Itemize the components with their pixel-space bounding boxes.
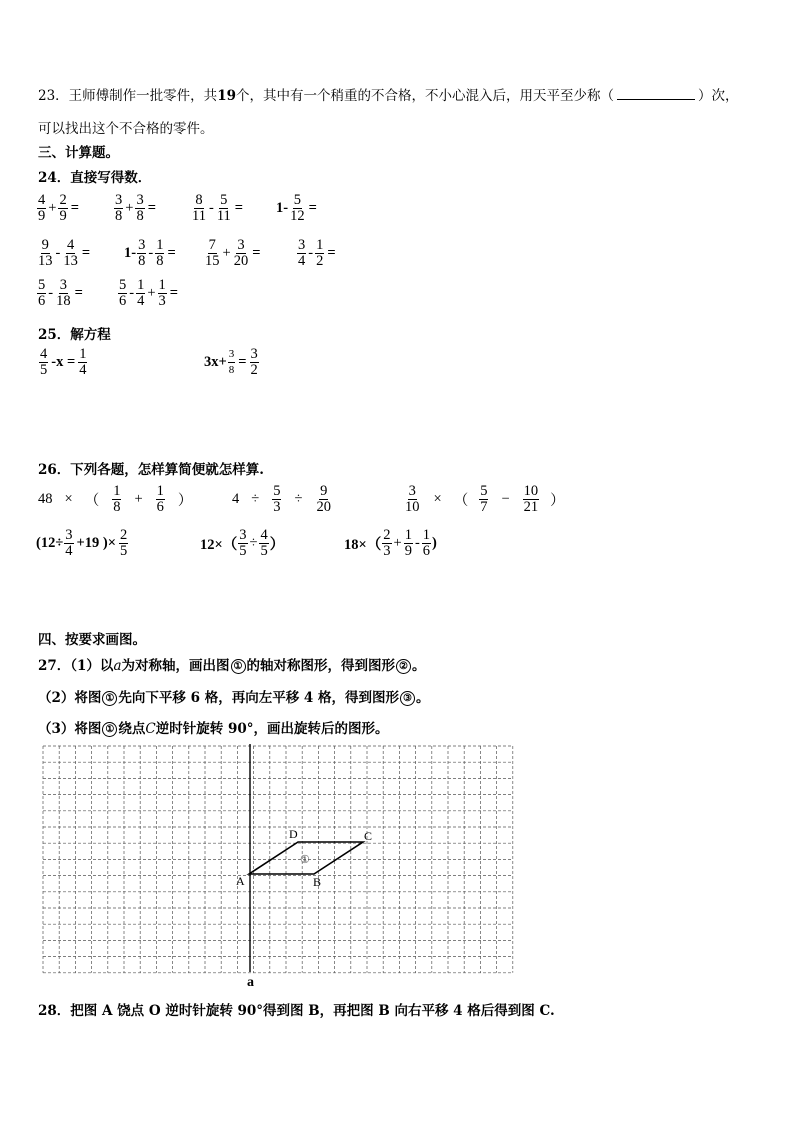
q28-text: 28．把图 A 饶点 O 逆时针旋转 90°得到图 B，再把图 B 向右平移 4 格后得到图 C.: [38, 1003, 555, 1019]
q23-line1: [38, 84, 738, 104]
section4-heading: 四、按要求画图。: [38, 632, 146, 648]
q27-part3: （3）将图 ① 绕点C逆时针旋转 90°，画出旋转后的图形。: [38, 721, 389, 737]
axis-label-a: a: [247, 975, 254, 990]
point-label-c: C: [364, 829, 373, 843]
q23-answer-blank[interactable]: [617, 88, 695, 100]
circled-1-marker: ①: [102, 722, 117, 737]
q24-item-3: $\frac{8}{11}$ - $\frac{5}{11}$ =: [192, 192, 244, 224]
circled-1-marker: ①: [102, 691, 117, 706]
q24-item-6: 1- $\frac{3}{8}$ - $\frac{1}{8}$ =: [124, 237, 176, 269]
q23-text-a: 23．王师傅制作一批零件，共: [38, 88, 218, 104]
point-label-a: A: [236, 874, 245, 888]
circled-2-marker: ②: [396, 659, 411, 674]
q25-equation-2: 3x+ $\frac{3}{8}$ = $\frac{3}{2}$: [204, 346, 258, 378]
circled-3-marker: ③: [400, 691, 415, 706]
q24-item-4: 1- $\frac{5}{12}$ =: [276, 192, 317, 224]
q26-expr-3: $\frac{3}{10}$ × （ $\frac{5}{7}$ − $\frac{10}{21}$ ）: [405, 483, 565, 515]
q26-expr-6: 18×（ $\frac{2}{3}$ + $\frac{1}{9}$ - $\frac{1}{6}$ ): [344, 527, 437, 559]
q24-item-9: $\frac{5}{6}$ - $\frac{3}{18}$ =: [38, 277, 83, 309]
dashed-grid: [43, 746, 513, 973]
q27-part1: 27．（1）以a为对称轴，画出图 ① 的轴对称图形，得到图形 ② 。: [38, 658, 426, 674]
q26-expr-5: 12×（ $\frac{3}{5}$ ÷ $\frac{4}{5}$ ）: [200, 527, 285, 559]
q24-item-1: $\frac{4}{9}$ + $\frac{2}{9}$ =: [38, 192, 79, 224]
q26-expr-1: 48 × （ $\frac{1}{8}$ + $\frac{1}{6}$ ）: [38, 483, 193, 515]
point-label-d: D: [289, 827, 298, 841]
q24-item-2: $\frac{3}{8}$ + $\frac{3}{8}$ =: [115, 192, 156, 224]
q24-item-5: $\frac{9}{13}$ - $\frac{4}{13}$ =: [38, 237, 91, 269]
q24-item-7: $\frac{7}{15}$ + $\frac{3}{20}$ =: [205, 237, 261, 269]
q23-number: 19: [217, 88, 236, 104]
q25-equation-1: $\frac{4}{5}$ -x = $\frac{1}{4}$: [40, 346, 87, 378]
q27-part2: （2）将图 ① 先向下平移 6 格，再向左平移 4 格，得到图形 ③ 。: [38, 690, 430, 706]
section3-heading: 三、计算题。: [38, 145, 119, 161]
q26-title: 26．下列各题，怎样算简便就怎样算.: [38, 462, 264, 478]
q27-grid-figure: [30, 740, 520, 990]
q24-title: 24．直接写得数．: [38, 170, 152, 186]
q25-title: 25．解方程: [38, 327, 111, 343]
q26-expr-4: (12÷ $\frac{3}{4}$ +19 )× $\frac{2}{5}$: [36, 527, 128, 559]
shape-label-1: ①: [300, 854, 310, 866]
q24-item-10: $\frac{5}{6}$ - $\frac{1}{4}$ + $\frac{1}{3}$ =: [119, 277, 179, 309]
q23-line2: 可以找出这个不合格的零件。: [38, 121, 214, 137]
q23-text-b: 个，其中有一个稍重的不合格，不小心混入后，用天平至少称（: [235, 88, 614, 104]
circled-1-marker: ①: [231, 659, 246, 674]
q26-expr-2: 4 ÷ $\frac{5}{3}$ ÷ $\frac{9}{20}$: [232, 483, 331, 515]
q24-item-8: $\frac{3}{4}$ - $\frac{1}{2}$ =: [298, 237, 336, 269]
q23-text-c: ）次，: [697, 88, 739, 104]
point-label-b: B: [313, 875, 322, 889]
